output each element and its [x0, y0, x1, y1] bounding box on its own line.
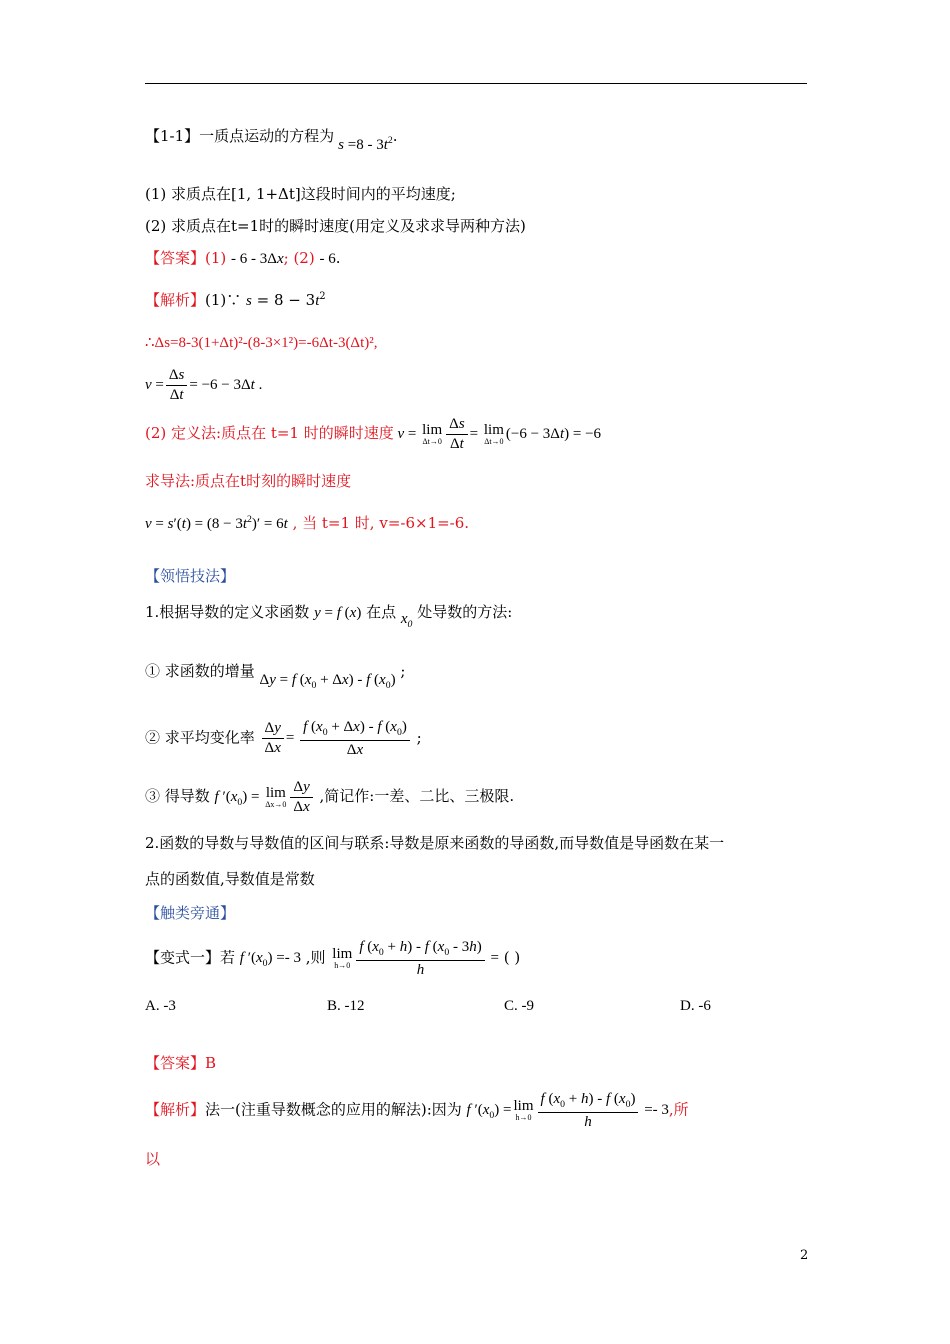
- method-step-1: ① 求函数的增量 Δy = f $(x_0 + \Delta x) - f$ $(x_0)$ ;: [145, 662, 406, 691]
- example-title: 【1-1】一质点运动的方程为: [145, 127, 335, 145]
- practice-analysis-cont: 以: [145, 1150, 161, 1168]
- practice-analysis-label: 【解析】: [145, 1100, 206, 1119]
- analysis-line-3: v = $\frac{\Delta s}{\Delta t}$ = −6 − 3Δt .: [145, 367, 263, 403]
- method-title: 【领悟技法】: [145, 567, 236, 585]
- option-c: C. -9: [504, 998, 534, 1014]
- answer-label: 【答案】: [145, 249, 206, 267]
- example-title-line: 【1-1】一质点运动的方程为 $s =8 - 3t^2$.: [145, 127, 398, 153]
- practice-answer: [145, 1056, 216, 1071]
- practice-analysis: 【解析】法一(注重导数概念的应用的解法):因为 f $'(x_0) = \lim$ h→0 $\frac{f (x_0 + h) - f (x_0)}{h}$ =- 3,所: [145, 1091, 689, 1130]
- practice-answer-label: 【答案】: [145, 1054, 206, 1072]
- method-step-2: ② 求平均变化率 $\frac{\Delta y}{\Delta x}$ = $\frac{f (x_0 + \Delta x) - f (x_0)}{\Delta x}$ ;: [145, 719, 422, 758]
- option-d: D. -6: [680, 998, 711, 1014]
- answer-line: 【答案】(1) - 6 - 3Δx; (2) - 6.: [145, 249, 341, 267]
- method-step-3: ③ 得导数 f $'(x_0) = \lim$ Δx→0 $\frac{\Delta y}{\Delta x}$ ,简记作:一差、二比、三极限.: [145, 779, 515, 815]
- answer-value-1: - 6 - 3Δx: [231, 251, 284, 267]
- method-p1: 1.根据导数的定义求函数 y = f (x) 在点 $x_0$ 处导数的方法:: [145, 603, 513, 630]
- example-equation: $s =8 - 3t^2$: [338, 135, 393, 153]
- analysis-label: 【解析】: [145, 291, 206, 309]
- method-p2b: 点的函数值,导数值是常数: [145, 870, 315, 888]
- answer-text: (1): [205, 249, 227, 267]
- analysis-line-4: (2) 定义法:质点在 t=1 时的瞬时速度 v = lim Δt→0 $\frac{\Delta s}{\Delta t}$ = lim Δt→0 (−6 − 3Δt) = −6: [145, 416, 602, 452]
- option-b: B. -12: [327, 998, 365, 1014]
- practice-title: 【触类旁通】: [145, 904, 236, 922]
- method-p2a: 2.函数的导数与导数值的区间与联系:导数是原来函数的导函数,而导数值是导函数在某一: [145, 834, 725, 852]
- question-2: (2) 求质点在t=1时的瞬时速度(用定义及求求导两种方法): [145, 217, 526, 235]
- practice-answer-text: B: [205, 1054, 217, 1072]
- analysis-line-5: 求导法:质点在t时刻的瞬时速度: [145, 472, 352, 490]
- header-rule: [145, 83, 807, 84]
- practice-question: 【变式一】若 f $'(x_0) =- 3$ ,则 lim h→0 $\frac{f (x_0 + h) - f (x_0 - 3h)}{h}$ = ( ): [145, 939, 521, 978]
- analysis-line-6: $v = s'(t) = (8 - 3t^2)' = 6t$ , 当 t=1 时, v=-6×1=-6.: [145, 514, 470, 532]
- option-a: A. -3: [145, 998, 176, 1014]
- analysis-line-2: ∴Δs=8-3(1+Δt)²-(8-3×1²)=-6Δt-3(Δt)²,: [145, 335, 378, 351]
- analysis-line-1: 【解析】(1)∵ $s = 8 - 3t^2$: [145, 291, 326, 309]
- question-1: (1) 求质点在[1, 1+Δt]这段时间内的平均速度;: [145, 185, 456, 203]
- page-number: 2: [800, 1248, 809, 1263]
